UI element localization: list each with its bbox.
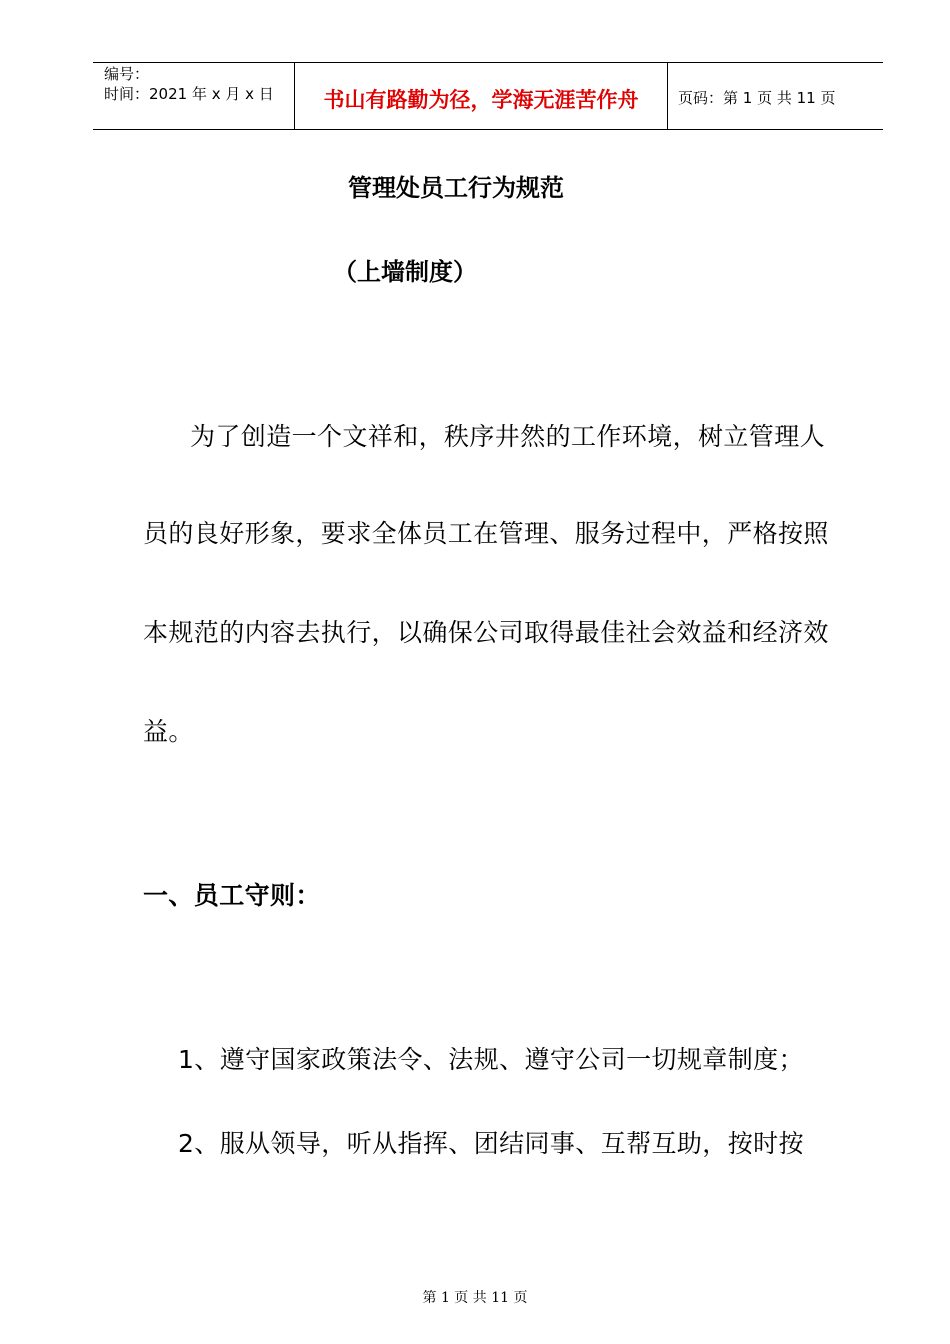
section-heading: 一、员工守则： xyxy=(143,881,321,910)
intro-line-1: 为了创造一个文祥和，秩序井然的工作环境，树立管理人 xyxy=(190,422,826,451)
header-number-label: 编号： xyxy=(104,65,150,83)
intro-line-3: 本规范的内容去执行，以确保公司取得最佳社会效益和经济效 xyxy=(143,618,829,647)
document-subtitle: （上墙制度） xyxy=(333,258,477,286)
header-page-info: 页码：第 1 页 共 11 页 xyxy=(678,89,836,107)
document-title: 管理处员工行为规范 xyxy=(348,174,564,202)
header-bottom-rule xyxy=(93,129,883,130)
header-motto: 书山有路勤为径，学海无涯苦作舟 xyxy=(323,87,639,112)
footer-page-number: 第 1 页 共 11 页 xyxy=(422,1290,528,1306)
header-time-label: 时间：2021 年 x 月 x 日 xyxy=(104,85,274,103)
intro-line-4: 益。 xyxy=(143,717,194,746)
intro-line-2: 员的良好形象，要求全体员工在管理、服务过程中，严格按照 xyxy=(143,519,829,548)
header-top-rule xyxy=(93,62,883,63)
rule-item-1: 1、遵守国家政策法令、法规、遵守公司一切规章制度； xyxy=(178,1045,804,1074)
header-divider-right xyxy=(667,62,668,130)
rule-item-2: 2、服从领导，听从指挥、团结同事、互帮互助，按时按 xyxy=(178,1129,804,1158)
